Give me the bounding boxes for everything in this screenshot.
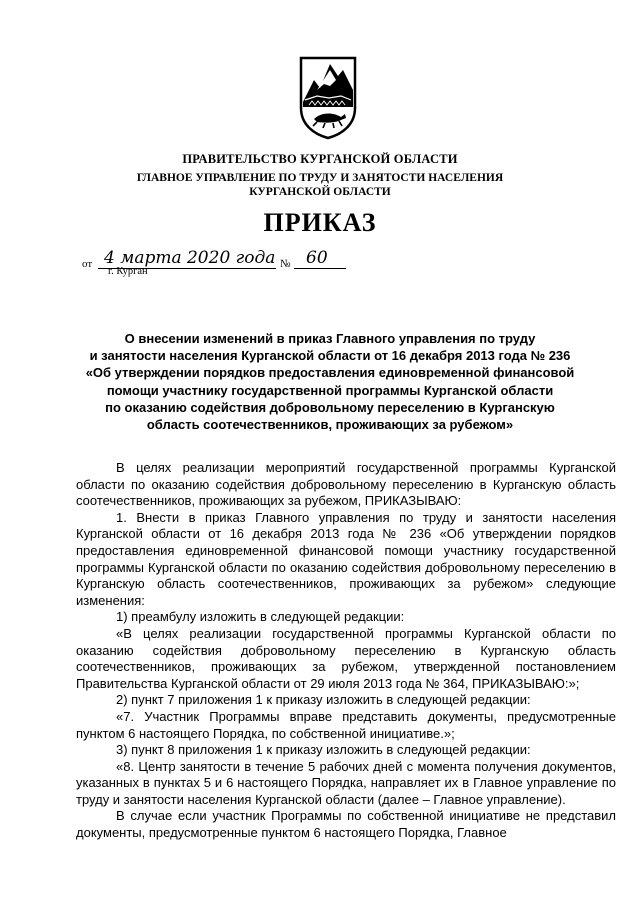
paragraph-quote-preamble: «В целях реализации государственной программы Курганской области по оказанию содействия добровольному переселению в Курганскую область соотечественников, проживающих за рубежом, утвержденной постановлением Правительства Курганской области от 29 июля 2013 года № 364, ПРИКАЗЫВАЮ:»; — [76, 625, 616, 691]
paragraph-continuation: В случае если участник Программы по собственной инициативе не представил документы, предусмотренные пунктом 6 настоящего Порядка, Главное — [76, 808, 616, 841]
paragraph-item-1: 1. Внести в приказ Главного управления по труду и занятости населения Курганской области от 16 декабря 2013 года № 236 «Об утверждении порядков предоставления единовременной финансовой помощи участнику государственной программы Курганской области по оказанию содействия добровольному переселению в Курганскую область соотечественников, проживающих за рубежом» следующие изменения: — [76, 509, 616, 608]
subject-line: и занятости населения Курганской области от 16 декабря 2013 года № 236 — [89, 348, 571, 364]
department-name-line-2: КУРГАНСКОЙ ОБЛАСТИ — [249, 186, 391, 198]
paragraph-preamble: В целях реализации мероприятий государственной программы Курганской области по оказанию содействия добровольному переселению в Курганскую область соотечественников, проживающих за рубежом, ПРИКАЗЫВАЮ: — [76, 460, 616, 509]
paragraph-subitem-1: 1) преамбулу изложить в следующей редакции: — [116, 609, 405, 625]
paragraph-subitem-2: 2) пункт 7 приложения 1 к приказу изложить в следующей редакции: — [116, 692, 531, 708]
order-body — [76, 460, 616, 842]
order-date-number-line — [82, 246, 362, 286]
subject-line: по оказанию содействия добровольному переселению в Курганскую — [105, 399, 555, 415]
government-name: ПРАВИТЕЛЬСТВО КУРГАНСКОЙ ОБЛАСТИ — [182, 152, 458, 166]
subject-line: область соотечественников, проживающих за рубежом» — [146, 417, 514, 433]
subject-line: помощи участнику государственной программы Курганской области — [106, 382, 554, 398]
number-label: № — [280, 258, 291, 270]
paragraph-subitem-3: 3) пункт 8 приложения 1 к приказу изложить в следующей редакции: — [116, 742, 531, 758]
department-name-line-1: ГЛАВНОЕ УПРАВЛЕНИЕ ПО ТРУДУ И ЗАНЯТОСТИ НАСЕЛЕНИЯ — [136, 172, 504, 184]
order-date-handwritten: 4 марта 2020 года — [104, 248, 276, 268]
paragraph-quote-item-7: «7. Участник Программы вправе представить документы, предусмотренные пунктом 6 настоящего Порядка, по собственной инициативе.»; — [76, 708, 616, 741]
number-underline — [294, 268, 346, 269]
city-label: г. Курган — [108, 266, 148, 277]
order-number-handwritten: 60 — [306, 248, 328, 268]
order-subject — [60, 330, 600, 433]
coat-of-arms-emblem — [299, 56, 357, 140]
subject-line: О внесении изменений в приказ Главного управления по труду — [124, 331, 536, 346]
document-title: ПРИКАЗ — [263, 208, 377, 237]
subject-line: «Об утверждении порядков предоставления единовременной финансовой — [85, 365, 575, 381]
paragraph-quote-item-8: «8. Центр занятости в течение 5 рабочих дней с момента получения документов, указанных в пунктах 5 и 6 настоящего Порядка, направляет их в Главное управление по труду и занятости населения Курганской области (далее – Главное управление). — [76, 758, 616, 807]
date-prefix: от — [82, 258, 93, 270]
